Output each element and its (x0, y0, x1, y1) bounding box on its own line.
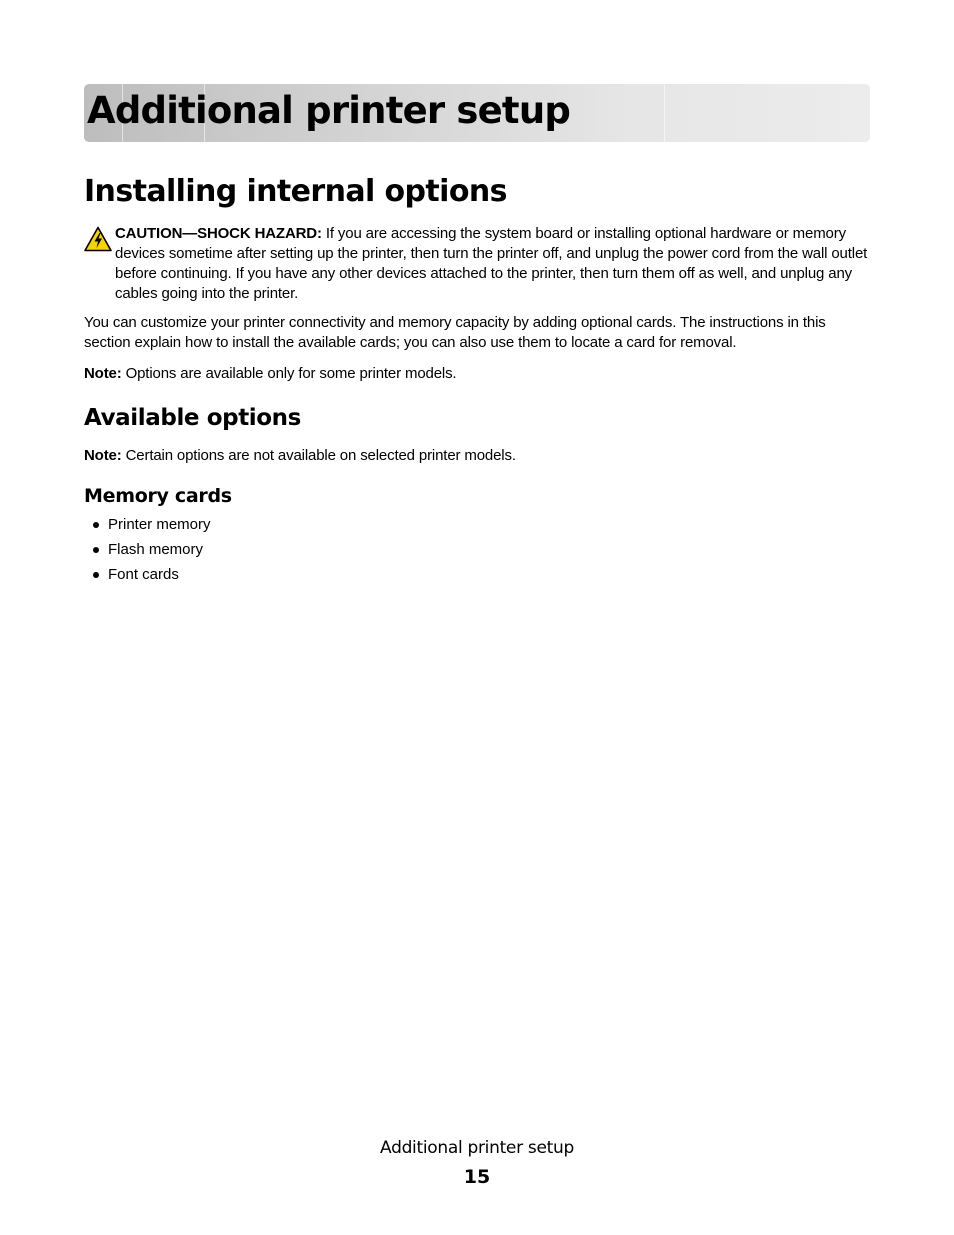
note-text: Options are available only for some printer models. (121, 365, 457, 382)
memory-cards-heading: Memory cards (84, 485, 232, 507)
shock-hazard-warning-icon (84, 226, 112, 252)
caution-text (115, 224, 873, 304)
bullet-icon (93, 547, 99, 553)
caution-label: CAUTION—SHOCK HAZARD: (115, 225, 322, 242)
available-options-heading: Available options (84, 405, 301, 431)
page-number: 15 (463, 1166, 491, 1188)
intro-paragraph: You can customize your printer connectivity and memory capacity by adding optional cards. The instructions in this section explain how to install the available cards; you can also use them to locate a card for removal. (84, 314, 826, 351)
chapter-banner (84, 84, 870, 142)
caution-body: If you are accessing the system board or installing optional hardware or memory devices sometime after setting up the printer, then turn the printer off, and unplug the power cord from the wall outlet before continuing. If you have any other devices attached to the printer, then turn them off as well, and unplug any cables going into the printer. (115, 225, 868, 302)
note-label: Note: (84, 447, 122, 464)
memory-cards-list (84, 515, 211, 590)
list-item (84, 540, 211, 565)
section-title: Installing internal options (84, 174, 507, 209)
bullet-icon (93, 572, 99, 578)
note-label: Note: (84, 365, 122, 382)
list-item (84, 515, 211, 540)
note-options (84, 364, 874, 384)
note-availability (84, 446, 874, 466)
list-item-text: Printer memory (108, 516, 211, 533)
note-text: Certain options are not available on selected printer models. (121, 447, 516, 464)
footer-chapter-title: Additional printer setup (380, 1138, 574, 1158)
chapter-title: Additional printer setup (87, 89, 571, 132)
list-item-text: Font cards (108, 566, 179, 583)
list-item (84, 565, 211, 590)
bullet-icon (93, 522, 99, 528)
list-item-text: Flash memory (108, 541, 204, 558)
